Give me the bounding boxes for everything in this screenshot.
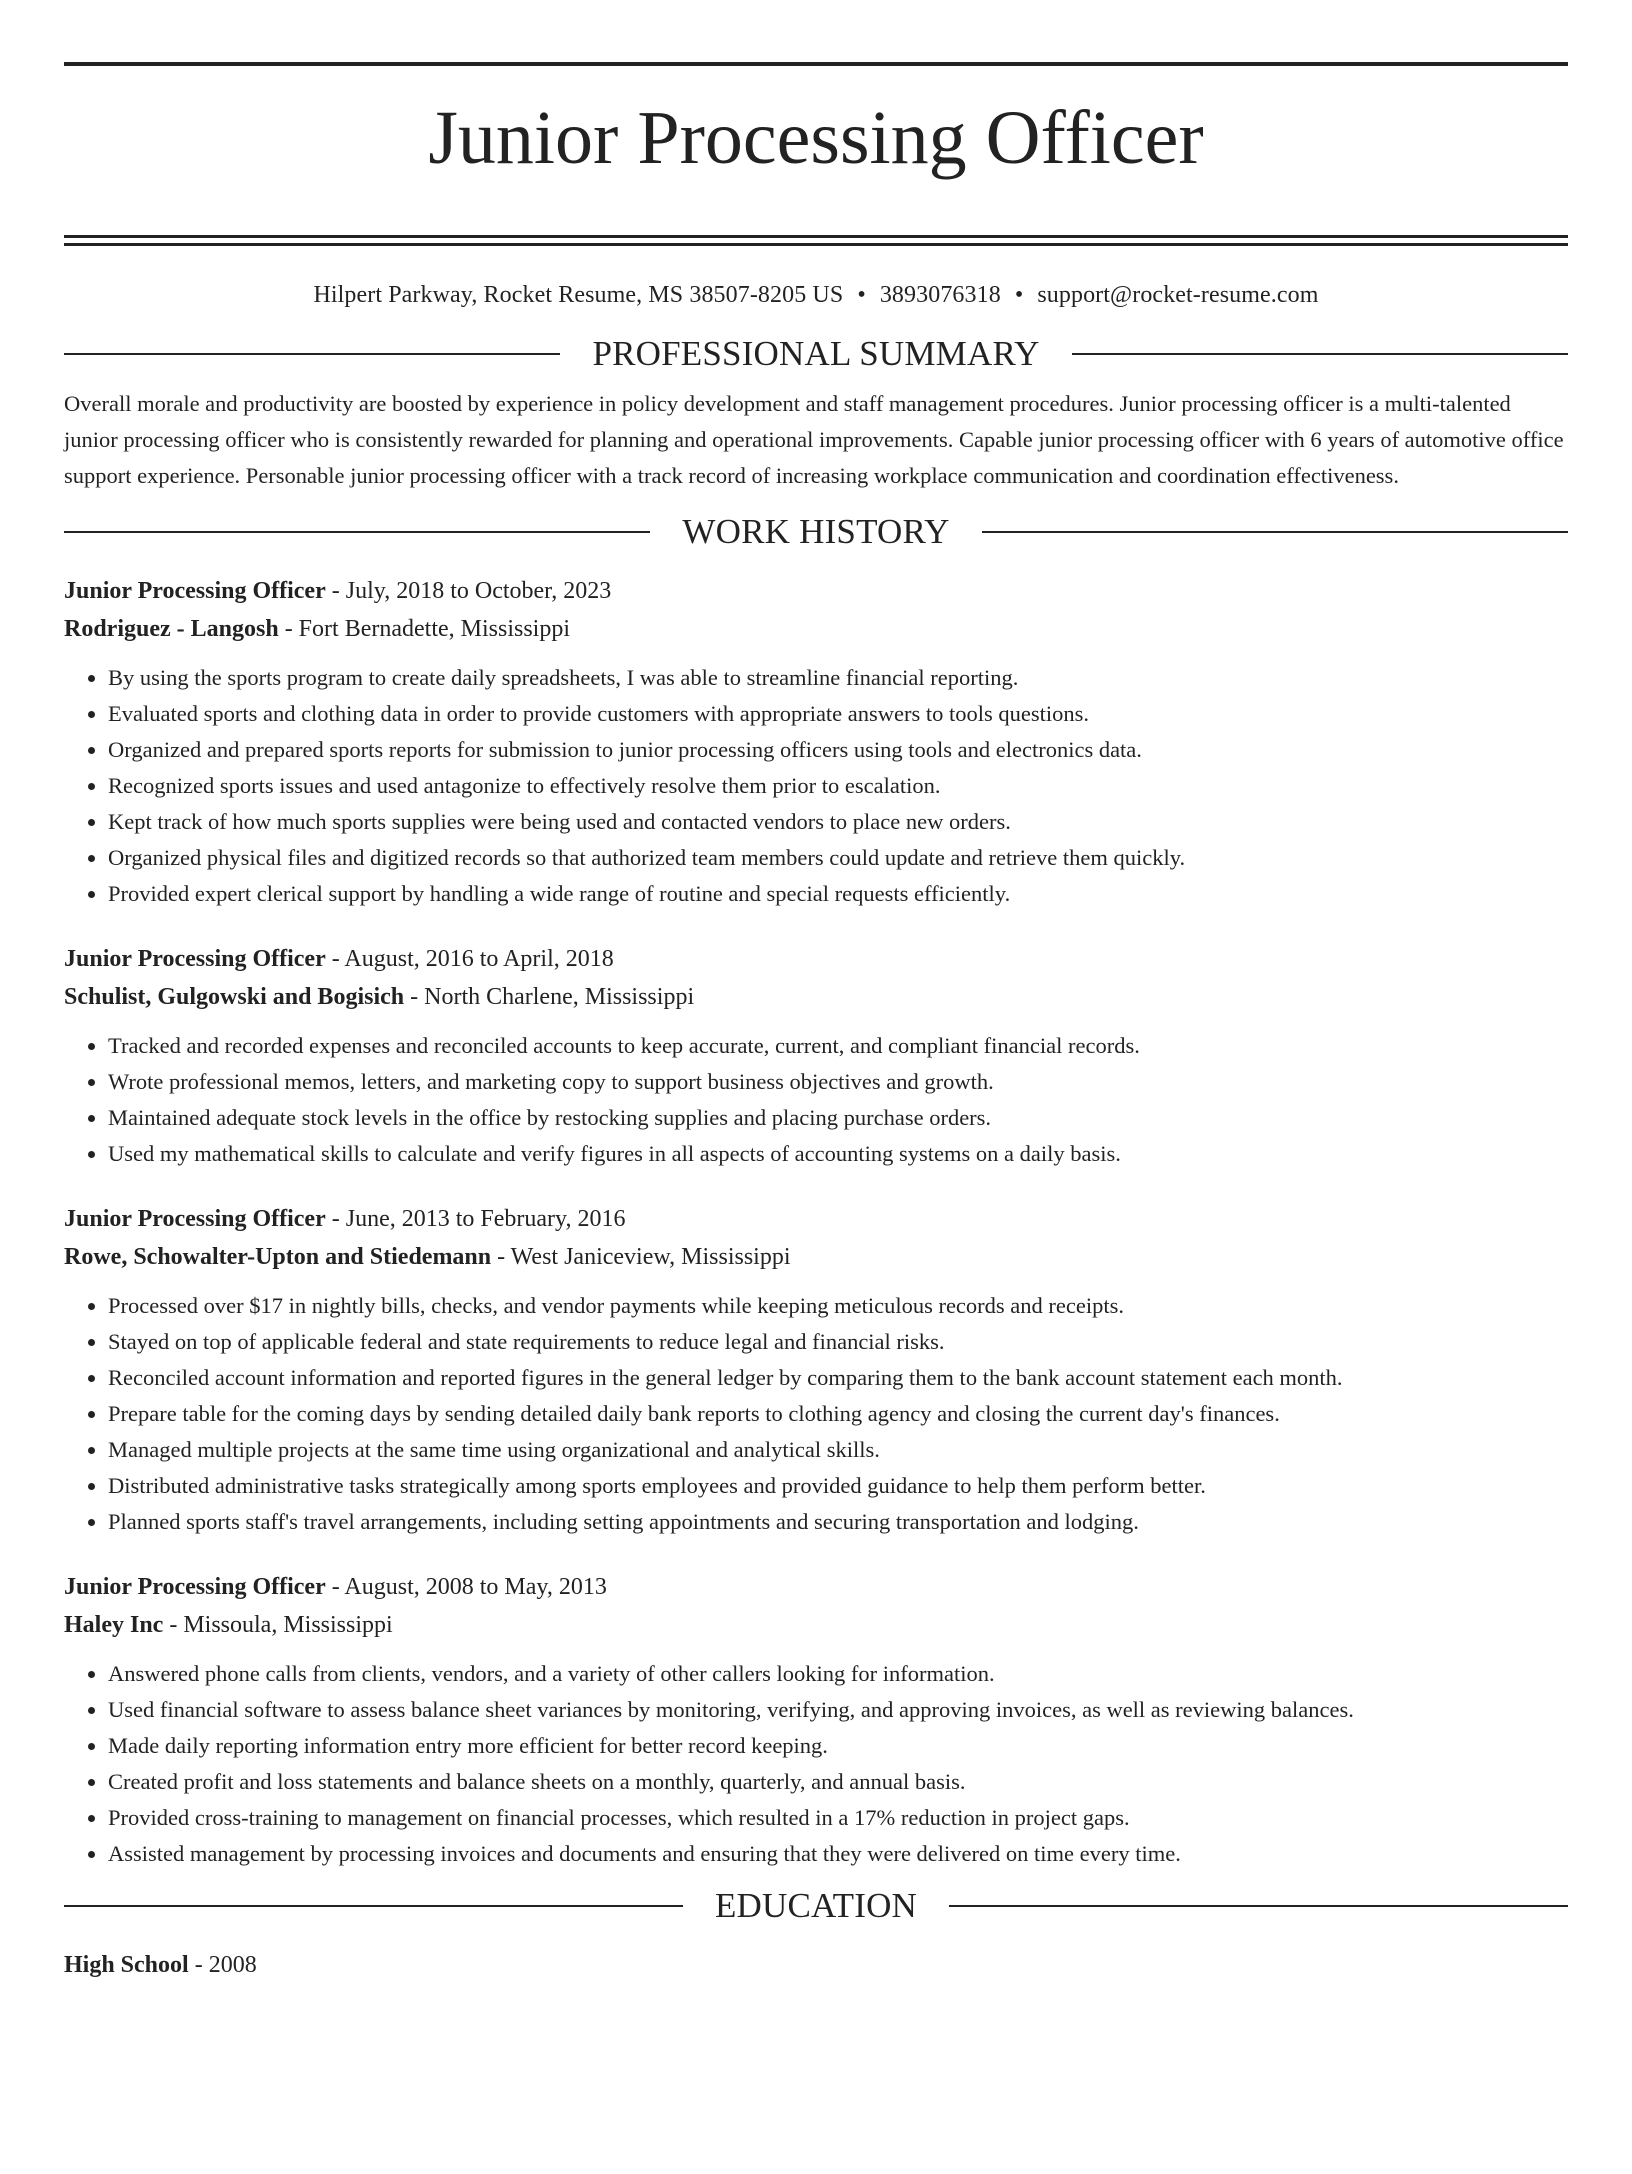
summary-text: Overall morale and productivity are boosted by experience in policy development and staff management procedures. Junior processing officer is a multi-talented junior processing officer who is consistently rewarded for planning and operational improvements. Capable junior processing officer with 6 years of automotive office support experience. Personable junior processing officer with a track record of increasing workplace communication and coordination effectiveness.: [64, 390, 1564, 488]
list-item: • Distributed administrative tasks strategically among sports employees and provided guidance to help them perform better.: [108, 1468, 1568, 1504]
list-item: • Wrote professional memos, letters, and marketing copy to support business objectives and growth.: [108, 1064, 1568, 1100]
job-company-line: [64, 610, 1568, 648]
list-item: • Answered phone calls from clients, vendors, and a variety of other callers looking for information.: [108, 1656, 1568, 1692]
job-duties-list: [64, 660, 1568, 912]
contact-line: [64, 280, 1568, 310]
contact-phone: 3893076318: [879, 281, 1001, 308]
list-item: • Recognized sports issues and used antagonize to effectively resolve them prior to escalation.: [108, 768, 1568, 804]
job-entry: [64, 1568, 1568, 1872]
resume-name: Junior Processing Officer: [428, 96, 1204, 180]
job-title: Junior Processing Officer: [64, 577, 326, 604]
header-double-rule: [64, 235, 1568, 246]
list-item: • Kept track of how much sports supplies were being used and contacted vendors to place new orders.: [108, 804, 1568, 840]
list-item: • Used financial software to assess balance sheet variances by monitoring, verifying, and approving invoices, as well as reviewing balances.: [108, 1692, 1568, 1728]
job-title-line: [64, 1200, 1568, 1238]
education-entry: [64, 1946, 1568, 1984]
heading-rule-left: [64, 1905, 683, 1907]
list-item: • Evaluated sports and clothing data in order to provide customers with appropriate answers to tools questions.: [108, 696, 1568, 732]
job-company: Rowe, Schowalter-Upton and Stiedemann: [64, 1243, 492, 1270]
job-duties-list: [64, 1288, 1568, 1540]
list-item: • Organized physical files and digitized records so that authorized team members could update and retrieve them quickly.: [108, 840, 1568, 876]
job-location: - Fort Bernadette, Mississippi: [278, 615, 571, 642]
job-location: - Missoula, Mississippi: [163, 1611, 393, 1638]
list-item: • Stayed on top of applicable federal and state requirements to reduce legal and financial risks.: [108, 1324, 1568, 1360]
job-company-line: [64, 1606, 1568, 1644]
education-degree: High School: [64, 1951, 189, 1978]
job-company-line: [64, 1238, 1568, 1276]
list-item: • Used my mathematical skills to calculate and verify figures in all aspects of accounting systems on a daily basis.: [108, 1136, 1568, 1172]
list-item: • Managed multiple projects at the same time using organizational and analytical skills.: [108, 1432, 1568, 1468]
education-heading-title: EDUCATION: [714, 1885, 918, 1925]
job-dates: - August, 2008 to May, 2013: [325, 1573, 607, 1600]
job-company: Schulist, Gulgowski and Bogisich: [64, 983, 405, 1010]
job-company: Rodriguez - Langosh: [64, 615, 279, 642]
heading-rule-left: [64, 353, 560, 355]
education-heading: [64, 1886, 1568, 1926]
list-item: • Processed over $17 in nightly bills, checks, and vendor payments while keeping meticulous records and receipts.: [108, 1288, 1568, 1324]
list-item: • Tracked and recorded expenses and reconciled accounts to keep accurate, current, and compliant financial records.: [108, 1028, 1568, 1064]
job-entry: [64, 940, 1568, 1172]
list-item: • Planned sports staff's travel arrangements, including setting appointments and securing transportation and lodging.: [108, 1504, 1568, 1540]
job-location: - North Charlene, Mississippi: [404, 983, 695, 1010]
job-dates: - August, 2016 to April, 2018: [325, 945, 614, 972]
job-company-line: [64, 978, 1568, 1016]
list-item: • Reconciled account information and reported figures in the general ledger by comparing them to the bank account statement each month.: [108, 1360, 1568, 1396]
list-item: • Provided cross-training to management on financial processes, which resulted in a 17% reduction in project gaps.: [108, 1800, 1568, 1836]
list-item: • Created profit and loss statements and balance sheets on a monthly, quarterly, and annual basis.: [108, 1764, 1568, 1800]
heading-rule-left: [64, 531, 650, 533]
contact-address: Hilpert Parkway, Rocket Resume, MS 38507-8205 US: [313, 281, 844, 308]
list-item: • Prepare table for the coming days by sending detailed daily bank reports to clothing agency and closing the current day's finances.: [108, 1396, 1568, 1432]
contact-email: support@rocket-resume.com: [1037, 281, 1319, 308]
work-history-heading-title: WORK HISTORY: [682, 511, 950, 551]
list-item: • Made daily reporting information entry more efficient for better record keeping.: [108, 1728, 1568, 1764]
job-duties-list: [64, 1028, 1568, 1172]
job-title: Junior Processing Officer: [64, 1573, 326, 1600]
contact-separator: •: [857, 281, 866, 308]
education-year: - 2008: [188, 1951, 257, 1978]
job-location: - West Janiceview, Mississippi: [491, 1243, 791, 1270]
heading-rule-right: [1072, 353, 1568, 355]
job-title-line: [64, 572, 1568, 610]
job-duties-list: [64, 1656, 1568, 1872]
list-item: • Organized and prepared sports reports for submission to junior processing officers using tools and electronics data.: [108, 732, 1568, 768]
job-dates: - July, 2018 to October, 2023: [325, 577, 612, 604]
job-list: [64, 572, 1568, 1872]
summary-heading-title: PROFESSIONAL SUMMARY: [592, 333, 1040, 373]
job-dates: - June, 2013 to February, 2016: [325, 1205, 626, 1232]
list-item: • By using the sports program to create daily spreadsheets, I was able to streamline financial reporting.: [108, 660, 1568, 696]
heading-rule-right: [982, 531, 1568, 533]
job-title: Junior Processing Officer: [64, 1205, 326, 1232]
job-title: Junior Processing Officer: [64, 945, 326, 972]
summary-heading: [64, 334, 1568, 374]
work-history-heading: [64, 512, 1568, 552]
job-company: Haley Inc: [64, 1611, 164, 1638]
heading-rule-right: [949, 1905, 1568, 1907]
list-item: • Assisted management by processing invoices and documents and ensuring that they were delivered on time every time.: [108, 1836, 1568, 1872]
list-item: • Provided expert clerical support by handling a wide range of routine and special requests efficiently.: [108, 876, 1568, 912]
job-title-line: [64, 1568, 1568, 1606]
resume-page: [0, 62, 1632, 2174]
contact-separator: •: [1014, 281, 1024, 308]
top-rule: [64, 62, 1568, 66]
job-entry: [64, 572, 1568, 912]
job-title-line: [64, 940, 1568, 978]
list-item: • Maintained adequate stock levels in the office by restocking supplies and placing purchase orders.: [108, 1100, 1568, 1136]
job-entry: [64, 1200, 1568, 1540]
